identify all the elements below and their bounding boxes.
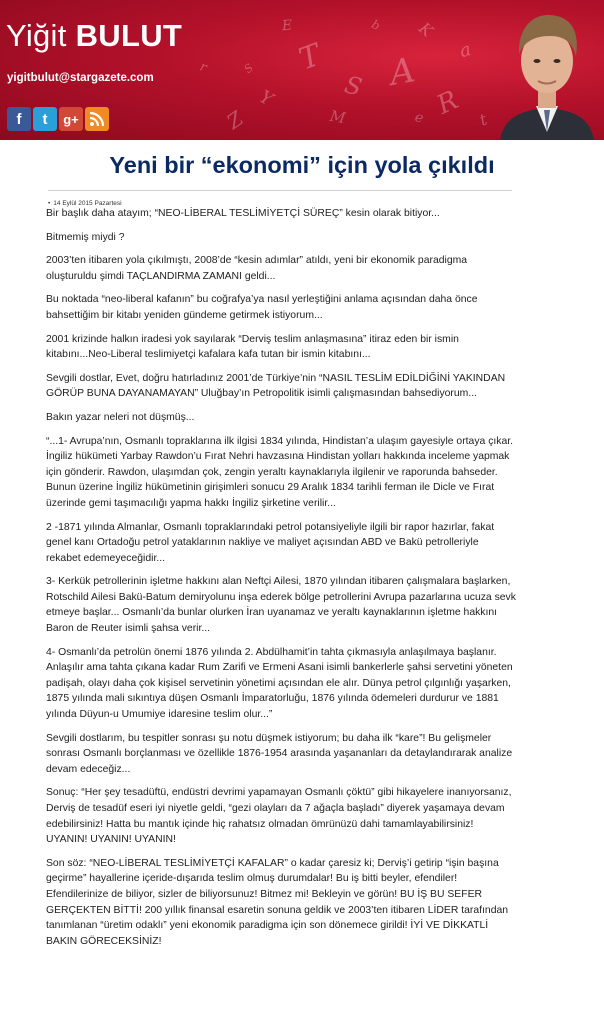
article-paragraph: 3- Kerkük petrollerinin işletme hakkını alan Neftçi Ailesi, 1870 yılından itibaren çalışmalara başlarken, Rotschild Ailesi Bakü-Batum demiryolunu inşa ederek bölge petrollerini Avrupa pazarlarına ucuza sevk etmeye başlar... Osmanlı’da bunlar olurken İran uyanamaz ve yeraltı kaynaklarının işletme hakkını Baron de Reuter isimli şahsa verir... bbox=[46, 576, 516, 635]
twitter-icon[interactable]: t bbox=[33, 107, 57, 131]
article-body bbox=[46, 206, 516, 957]
article-paragraph: “...1- Avrupa’nın, Osmanlı topraklarına ilk ilgisi 1834 yılında, Hindistan’a ulaşım gayesiyle ortaya çıkar. İngiliz hükümeti Yarbay Rawdon’u Fırat Nehri havzasına Hindistan yolları hakkında inceleme yapmak için gönderir. Rawdon, ulaşımdan çok, zengin yeraltı kaynaklarıyla ilgilenir ve raporunda bahseder. Bunun üzerine İngiliz hükümetinin girişimleri sonucu 29 Aralık 1834 tarihli ferman ile Dicle ve Fırat üzerinde gemi taşımacılığı yapma hakkı İngiliz şirketine verilir... bbox=[46, 435, 514, 509]
article-paragraph: 4- Osmanlı’da petrolün önemi 1876 yılında 2. Abdülhamit’in tahta çıkmasıyla anlaşılmaya başlanır. Anlaşılır ama tahta çıkana kadar Rum Zarifi ve Ermeni Asani isimli bankerlerle şahsi servetini yöneten padişah, olayı daha çok kişisel servetinin yönetimi açısından ele alır. Dünya petrol çılgınlığı yaşarken, 1875 yılında mali sıkıntıya düşen Osmanlı İmparatorluğu, 1876 yılında ödemeleri durdurur ve 1881 yılında Düyun-u Umumiye idaresine teslim olur...” bbox=[46, 646, 513, 721]
author-email[interactable]: yigitbulut@stargazete.com bbox=[7, 72, 154, 84]
article-paragraph: Bir başlık daha atayım; “NEO-LİBERAL TESLİMİYETÇİ SÜREÇ” kesin olarak bitiyor... bbox=[46, 208, 440, 219]
rss-icon[interactable] bbox=[85, 107, 109, 131]
article-date: • 14 Eylül 2015 Pazartesi bbox=[48, 200, 604, 207]
article-paragraph: 2001 krizinde halkın iradesi yok sayılarak “Derviş teslim anlaşmasına” itiraz eden bir ismin kitabını...Neo-Liberal teslimiyetçi kafalara kafa tutan bir ismin kitabını... bbox=[46, 333, 459, 361]
article-paragraph: 2 -1871 yılında Almanlar, Osmanlı topraklarındaki petrol potansiyeliyle ilgili bir rapor hazırlar, fakat genel kanı Ortadoğu petrol yataklarının nakliye ve maliyet açısından ABD ve Bakü petrolleriyle rekabet edemeyeceğidir... bbox=[46, 521, 495, 564]
google-plus-icon[interactable]: g+ bbox=[59, 107, 83, 131]
header-letter-pattern: T S A Y R K Z M E b a r S e t bbox=[197, 17, 490, 134]
social-links bbox=[7, 107, 109, 131]
article-title: Yeni bir “ekonomi” için yola çıkıldı bbox=[109, 152, 495, 178]
title-divider bbox=[48, 190, 512, 191]
article-paragraph: Bu noktada “neo-liberal kafanın” bu coğrafya’ya nasıl yerleştiğini anlama açısından daha önce bahsettiğim bir kitabı yeniden gündeme getirmek istiyorum... bbox=[46, 294, 478, 321]
author-header bbox=[0, 0, 604, 140]
author-last-name: BULUT bbox=[75, 18, 183, 53]
article-paragraph: Son söz: “NEO-LİBERAL TESLİMİYETÇİ KAFALAR” o kadar çaresiz ki; Derviş’i getirip “işin başına geçirme” hayallerine içeride-dışarıda teslim olmuş durumdalar! Bu iş bitti beyler, efendiler! Efendilerinize de biliyor, sizler de biliyorsunuz! Bitmez mi! Bekleyin ve görün! BU İŞ BU SEFER GERÇEKTEN BİTTİ! 200 yıllık finansal esaretin sonuna geldik ve 2003’ten itibaren LİDER tarafından tanımlanan “üretim odaklı” yeni ekonomik paradigma için son dönemece girildi! İYİ VE DİKKATLİ BAKIN GÖRECEKSİNİZ! bbox=[46, 857, 509, 947]
author-first-name: Yiğit bbox=[6, 18, 67, 53]
article-paragraph: Bakın yazar neleri not düşmüş... bbox=[46, 411, 195, 423]
author-name bbox=[6, 18, 182, 54]
article-paragraph: 2003’ten itibaren yola çıkılmıştı, 2008’de “kesin adımlar” atıldı, yeni bir ekonomik paradigma oluşturuldu şimdi TAÇLANDIRMA ZAMANI geldi... bbox=[46, 255, 468, 282]
article-paragraph: Bitmemiş miydi ? bbox=[46, 231, 125, 243]
article-paragraph: Sonuç: “Her şey tesadüftü, endüstri devrimi yapamayan Osmanlı çöktü” gibi hikayelere inanıyorsanız, Derviş de tesadüf eseri iyi niyetle geldi, “gezi olayları da 7 ağaçla başladı” diyerek yaşamaya devam edebilirsiniz! Hatta bu mantık içinde hiç rahatsız olmadan ömrünüzü dahi tamamlayabilirsiniz! UYANIN! UYANIN! UYANIN! bbox=[46, 787, 512, 846]
facebook-icon[interactable]: f bbox=[7, 107, 31, 131]
article-paragraph: Sevgili dostlarım, bu tespitler sonrası şu notu düşmek istiyorum; bu daha ilk “kare”! Bu gelişmeler sonrası Osmanlı borçlanması ve özellikle 1876-1954 arasında yaşananları da detaylandırarak analize devam edeceğiz... bbox=[46, 732, 513, 775]
author-photo bbox=[490, 6, 604, 140]
article-paragraph: Sevgili dostlar, Evet, doğru hatırladınız 2001’de Türkiye’nin “NASIL TESLİM EDİLDİĞİNİ YAKINDAN GÖRÜP BUNA DAYANAMAYAN” Uluğbay’ın Petropolitik isimli çalışmasından bahsediyorum... bbox=[46, 372, 506, 400]
